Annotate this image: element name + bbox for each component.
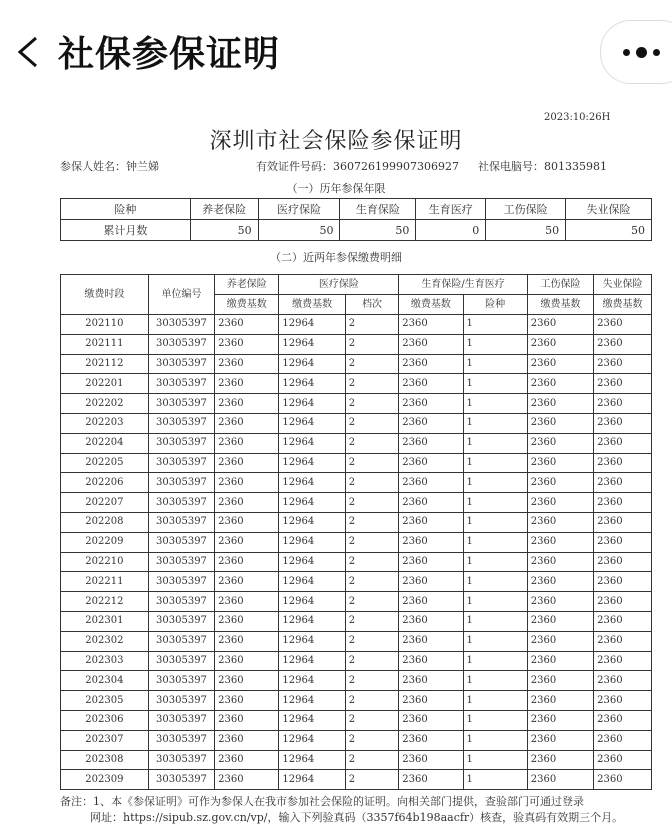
summary-value: 50 — [486, 220, 566, 241]
summary-col: 医疗保险 — [258, 199, 340, 220]
table-cell: 2 — [345, 354, 399, 374]
table-cell: 2360 — [527, 770, 593, 790]
table-cell: 12964 — [279, 453, 345, 473]
table-cell: 2360 — [215, 413, 279, 433]
table-cell: 2360 — [215, 334, 279, 354]
table-cell: 1 — [463, 433, 527, 453]
table-cell: 1 — [463, 374, 527, 394]
table-row — [61, 453, 652, 473]
table-cell: 2360 — [594, 354, 652, 374]
table-cell: 1 — [463, 611, 527, 631]
table-row — [61, 413, 652, 433]
table-cell: 2360 — [215, 394, 279, 414]
table-cell: 2360 — [527, 691, 593, 711]
table-cell: 30305397 — [148, 691, 214, 711]
table-cell: 1 — [463, 315, 527, 335]
table-cell: 2360 — [594, 334, 652, 354]
id-number: 有效证件号码：360726199907306927 — [256, 160, 459, 173]
table-cell: 202302 — [61, 631, 149, 651]
summary-col: 生育医疗 — [416, 199, 486, 220]
detail-sub-base: 缴费基数 — [215, 295, 279, 315]
detail-sub-base: 缴费基数 — [279, 295, 345, 315]
table-cell: 2 — [345, 691, 399, 711]
table-cell: 2360 — [399, 473, 463, 493]
table-cell: 202301 — [61, 611, 149, 631]
table-cell: 2360 — [594, 631, 652, 651]
table-cell: 2 — [345, 552, 399, 572]
table-cell: 2360 — [527, 473, 593, 493]
table-cell: 2360 — [527, 532, 593, 552]
table-cell: 1 — [463, 592, 527, 612]
summary-value: 50 — [258, 220, 340, 241]
summary-value: 0 — [416, 220, 486, 241]
table-cell: 2360 — [399, 770, 463, 790]
table-cell: 1 — [463, 631, 527, 651]
table-cell: 2360 — [527, 354, 593, 374]
table-cell: 12964 — [279, 433, 345, 453]
table-cell: 12964 — [279, 611, 345, 631]
detail-sub-base: 缴费基数 — [594, 295, 652, 315]
table-cell: 202308 — [61, 750, 149, 770]
table-cell: 2360 — [215, 532, 279, 552]
table-cell: 1 — [463, 750, 527, 770]
table-cell: 202305 — [61, 691, 149, 711]
table-cell: 202201 — [61, 374, 149, 394]
section2-title: （二）近两年参保缴费明细 — [270, 251, 402, 264]
table-cell: 2360 — [399, 750, 463, 770]
table-cell: 1 — [463, 453, 527, 473]
table-cell: 2 — [345, 631, 399, 651]
table-cell: 2360 — [215, 354, 279, 374]
summary-header-row — [61, 199, 652, 220]
table-cell: 2 — [345, 433, 399, 453]
notes-line1: 备注：1、本《参保证明》可作为参保人在我市参加社会保险的证明。向相关部门提供，查验部门可通过登录 — [60, 795, 584, 808]
table-cell: 2360 — [399, 315, 463, 335]
table-cell: 2 — [345, 572, 399, 592]
table-cell: 202205 — [61, 453, 149, 473]
table-cell: 1 — [463, 552, 527, 572]
table-cell: 202202 — [61, 394, 149, 414]
table-cell: 2360 — [594, 512, 652, 532]
summary-values-row — [61, 220, 652, 241]
table-cell: 2360 — [399, 631, 463, 651]
table-cell: 2360 — [399, 512, 463, 532]
table-cell: 202112 — [61, 354, 149, 374]
table-cell: 1 — [463, 770, 527, 790]
table-cell: 1 — [463, 394, 527, 414]
table-cell: 202212 — [61, 592, 149, 612]
table-cell: 2360 — [594, 770, 652, 790]
table-cell: 1 — [463, 572, 527, 592]
table-cell: 2360 — [399, 691, 463, 711]
table-cell: 2360 — [527, 592, 593, 612]
table-cell: 2360 — [215, 374, 279, 394]
table-cell: 2360 — [527, 611, 593, 631]
table-cell: 12964 — [279, 374, 345, 394]
table-cell: 2360 — [215, 592, 279, 612]
summary-col: 失业保险 — [566, 199, 652, 220]
table-cell: 2360 — [594, 750, 652, 770]
table-row — [61, 710, 652, 730]
table-cell: 2360 — [215, 730, 279, 750]
table-cell: 1 — [463, 493, 527, 513]
table-cell: 2360 — [215, 473, 279, 493]
table-cell: 202306 — [61, 710, 149, 730]
detail-sub-grade: 档次 — [345, 295, 399, 315]
table-cell: 2360 — [594, 552, 652, 572]
table-cell: 2360 — [527, 433, 593, 453]
table-cell: 30305397 — [148, 572, 214, 592]
detail-h-maternity: 生育保险/生育医疗 — [399, 275, 527, 295]
more-dots-icon — [623, 47, 660, 58]
detail-h-unit: 单位编号 — [148, 275, 214, 315]
table-cell: 1 — [463, 413, 527, 433]
detail-body — [61, 315, 652, 790]
table-cell: 12964 — [279, 691, 345, 711]
table-cell: 2360 — [594, 473, 652, 493]
table-cell: 2360 — [215, 671, 279, 691]
table-cell: 2360 — [215, 552, 279, 572]
table-row — [61, 572, 652, 592]
table-cell: 2360 — [399, 592, 463, 612]
table-cell: 30305397 — [148, 750, 214, 770]
table-cell: 2 — [345, 592, 399, 612]
table-cell: 202209 — [61, 532, 149, 552]
table-cell: 2360 — [215, 453, 279, 473]
table-cell: 2360 — [215, 611, 279, 631]
table-cell: 2360 — [399, 394, 463, 414]
table-cell: 30305397 — [148, 394, 214, 414]
table-cell: 2360 — [527, 631, 593, 651]
detail-h-injury: 工伤保险 — [527, 275, 593, 295]
table-row — [61, 473, 652, 493]
table-cell: 2360 — [399, 730, 463, 750]
table-cell: 1 — [463, 671, 527, 691]
table-cell: 30305397 — [148, 413, 214, 433]
notes — [60, 794, 670, 826]
table-cell: 2 — [345, 671, 399, 691]
table-cell: 2360 — [527, 453, 593, 473]
table-cell: 2 — [345, 750, 399, 770]
table-cell: 1 — [463, 651, 527, 671]
table-cell: 2360 — [527, 552, 593, 572]
table-cell: 2 — [345, 651, 399, 671]
detail-table — [60, 274, 652, 790]
table-cell: 202206 — [61, 473, 149, 493]
table-cell: 1 — [463, 532, 527, 552]
table-cell: 2360 — [527, 413, 593, 433]
table-cell: 2360 — [215, 770, 279, 790]
table-cell: 30305397 — [148, 552, 214, 572]
table-cell: 30305397 — [148, 374, 214, 394]
table-cell: 2 — [345, 512, 399, 532]
detail-h-period: 缴费时段 — [61, 275, 149, 315]
table-cell: 2 — [345, 473, 399, 493]
table-cell: 2360 — [594, 691, 652, 711]
table-cell: 12964 — [279, 334, 345, 354]
table-cell: 2360 — [527, 651, 593, 671]
detail-sub-base: 缴费基数 — [527, 295, 593, 315]
summary-col: 工伤保险 — [486, 199, 566, 220]
table-row — [61, 651, 652, 671]
table-cell: 2360 — [215, 710, 279, 730]
table-cell: 30305397 — [148, 453, 214, 473]
table-cell: 2360 — [527, 750, 593, 770]
table-cell: 2360 — [527, 710, 593, 730]
table-cell: 2360 — [215, 572, 279, 592]
table-cell: 2360 — [399, 453, 463, 473]
table-cell: 12964 — [279, 631, 345, 651]
detail-header-row — [61, 275, 652, 295]
table-cell: 30305397 — [148, 354, 214, 374]
table-cell: 202303 — [61, 651, 149, 671]
table-cell: 2360 — [399, 572, 463, 592]
table-cell: 12964 — [279, 315, 345, 335]
table-row — [61, 730, 652, 750]
detail-sub-type: 险种 — [463, 295, 527, 315]
table-cell: 30305397 — [148, 631, 214, 651]
table-cell: 12964 — [279, 730, 345, 750]
table-cell: 2360 — [594, 592, 652, 612]
table-cell: 1 — [463, 710, 527, 730]
table-cell: 202208 — [61, 512, 149, 532]
table-cell: 12964 — [279, 592, 345, 612]
table-cell: 12964 — [279, 750, 345, 770]
table-cell: 2360 — [215, 493, 279, 513]
table-row — [61, 334, 652, 354]
table-cell: 30305397 — [148, 433, 214, 453]
table-cell: 2360 — [399, 532, 463, 552]
summary-col: 生育保险 — [340, 199, 416, 220]
table-cell: 1 — [463, 730, 527, 750]
table-cell: 2360 — [594, 710, 652, 730]
detail-h-unemployment: 失业保险 — [594, 275, 652, 295]
table-cell: 30305397 — [148, 770, 214, 790]
table-cell: 2360 — [594, 532, 652, 552]
table-cell: 202304 — [61, 671, 149, 691]
table-cell: 2360 — [594, 651, 652, 671]
table-cell: 30305397 — [148, 671, 214, 691]
table-cell: 2360 — [594, 374, 652, 394]
table-cell: 2 — [345, 611, 399, 631]
table-cell: 2360 — [527, 671, 593, 691]
summary-col: 养老保险 — [190, 199, 258, 220]
table-cell: 2 — [345, 315, 399, 335]
table-row — [61, 611, 652, 631]
summary-value: 50 — [340, 220, 416, 241]
table-cell: 2 — [345, 532, 399, 552]
detail-h-pension: 养老保险 — [215, 275, 279, 295]
table-cell: 30305397 — [148, 334, 214, 354]
table-cell: 2360 — [399, 334, 463, 354]
notes-line2: 网址：https://sipub.sz.gov.cn/vp/，输入下列验真码（3357f64b198aacfr）核查，验真码有效期三个月。 — [90, 811, 624, 824]
table-cell: 30305397 — [148, 473, 214, 493]
table-cell: 2360 — [399, 710, 463, 730]
table-cell: 2360 — [399, 611, 463, 631]
table-cell: 12964 — [279, 512, 345, 532]
table-cell: 202204 — [61, 433, 149, 453]
table-row — [61, 592, 652, 612]
table-cell: 2 — [345, 374, 399, 394]
table-row — [61, 315, 652, 335]
page-title: 社保参保证明 — [58, 34, 281, 75]
back-button[interactable] — [8, 30, 52, 74]
table-cell: 2360 — [594, 493, 652, 513]
table-cell: 2360 — [594, 730, 652, 750]
table-row — [61, 493, 652, 513]
table-cell: 12964 — [279, 354, 345, 374]
table-cell: 12964 — [279, 572, 345, 592]
top-bar — [0, 0, 672, 104]
table-cell: 2360 — [527, 394, 593, 414]
table-cell: 202111 — [61, 334, 149, 354]
table-cell: 2360 — [215, 315, 279, 335]
summary-table — [60, 198, 652, 241]
chevron-left-icon — [8, 30, 52, 74]
computer-number: 社保电脑号：801335981 — [478, 160, 607, 173]
table-cell: 2360 — [215, 651, 279, 671]
table-cell: 30305397 — [148, 493, 214, 513]
table-cell: 30305397 — [148, 512, 214, 532]
table-row — [61, 552, 652, 572]
table-cell: 2 — [345, 334, 399, 354]
table-cell: 2 — [345, 413, 399, 433]
table-cell: 12964 — [279, 473, 345, 493]
table-row — [61, 750, 652, 770]
table-row — [61, 394, 652, 414]
table-cell: 2360 — [594, 394, 652, 414]
table-cell: 2 — [345, 770, 399, 790]
insured-name: 参保人姓名：钟兰娣 — [60, 160, 159, 173]
table-cell: 30305397 — [148, 730, 214, 750]
table-cell: 2360 — [215, 691, 279, 711]
table-cell: 2360 — [527, 374, 593, 394]
table-cell: 2 — [345, 394, 399, 414]
table-cell: 2360 — [594, 433, 652, 453]
table-cell: 202110 — [61, 315, 149, 335]
table-cell: 2360 — [594, 671, 652, 691]
table-cell: 2 — [345, 453, 399, 473]
table-cell: 2360 — [527, 730, 593, 750]
table-cell: 202207 — [61, 493, 149, 513]
summary-value: 50 — [190, 220, 258, 241]
summary-value: 50 — [566, 220, 652, 241]
table-row — [61, 770, 652, 790]
table-row — [61, 433, 652, 453]
table-cell: 2360 — [399, 552, 463, 572]
detail-sub-base: 缴费基数 — [399, 295, 463, 315]
table-cell: 2360 — [215, 512, 279, 532]
table-row — [61, 631, 652, 651]
table-cell: 2360 — [399, 413, 463, 433]
table-cell: 30305397 — [148, 532, 214, 552]
table-cell: 2360 — [594, 572, 652, 592]
table-cell: 2360 — [399, 671, 463, 691]
table-cell: 202210 — [61, 552, 149, 572]
table-cell: 30305397 — [148, 651, 214, 671]
table-cell: 30305397 — [148, 315, 214, 335]
table-row — [61, 374, 652, 394]
table-cell: 12964 — [279, 413, 345, 433]
table-cell: 2360 — [399, 374, 463, 394]
table-row — [61, 691, 652, 711]
table-cell: 1 — [463, 334, 527, 354]
detail-h-medical: 医疗保险 — [279, 275, 399, 295]
table-cell: 30305397 — [148, 710, 214, 730]
table-cell: 2360 — [527, 512, 593, 532]
table-row — [61, 354, 652, 374]
table-cell: 2360 — [527, 315, 593, 335]
table-row — [61, 671, 652, 691]
summary-col-header: 险种 — [61, 199, 191, 220]
table-cell: 2360 — [527, 493, 593, 513]
table-cell: 2360 — [594, 611, 652, 631]
table-cell: 2360 — [399, 354, 463, 374]
table-cell: 2360 — [594, 413, 652, 433]
table-cell: 12964 — [279, 710, 345, 730]
table-cell: 12964 — [279, 770, 345, 790]
table-cell: 12964 — [279, 552, 345, 572]
table-cell: 202211 — [61, 572, 149, 592]
table-cell: 2360 — [399, 493, 463, 513]
table-cell: 2360 — [215, 433, 279, 453]
table-cell: 2 — [345, 493, 399, 513]
table-cell: 1 — [463, 691, 527, 711]
table-cell: 2 — [345, 710, 399, 730]
table-cell: 1 — [463, 512, 527, 532]
table-row — [61, 512, 652, 532]
more-button[interactable] — [600, 20, 672, 84]
table-cell: 2360 — [527, 572, 593, 592]
table-cell: 12964 — [279, 394, 345, 414]
table-cell: 202203 — [61, 413, 149, 433]
table-cell: 2 — [345, 730, 399, 750]
table-cell: 12964 — [279, 671, 345, 691]
table-cell: 1 — [463, 473, 527, 493]
summary-row-label: 累计月数 — [61, 220, 191, 241]
table-cell: 2360 — [594, 315, 652, 335]
document-title: 深圳市社会保险参保证明 — [209, 129, 463, 154]
table-cell: 202309 — [61, 770, 149, 790]
table-cell: 12964 — [279, 493, 345, 513]
table-row — [61, 532, 652, 552]
table-cell: 2360 — [215, 750, 279, 770]
table-cell: 30305397 — [148, 611, 214, 631]
table-cell: 1 — [463, 354, 527, 374]
table-cell: 12964 — [279, 532, 345, 552]
table-cell: 2360 — [527, 334, 593, 354]
table-cell: 30305397 — [148, 592, 214, 612]
section1-title: （一）历年参保年限 — [286, 182, 386, 195]
table-cell: 2360 — [594, 453, 652, 473]
table-cell: 2360 — [215, 631, 279, 651]
table-cell: 2360 — [399, 651, 463, 671]
table-cell: 12964 — [279, 651, 345, 671]
print-timestamp: 2023:10:26H — [544, 112, 611, 123]
table-cell: 202307 — [61, 730, 149, 750]
table-cell: 2360 — [399, 433, 463, 453]
